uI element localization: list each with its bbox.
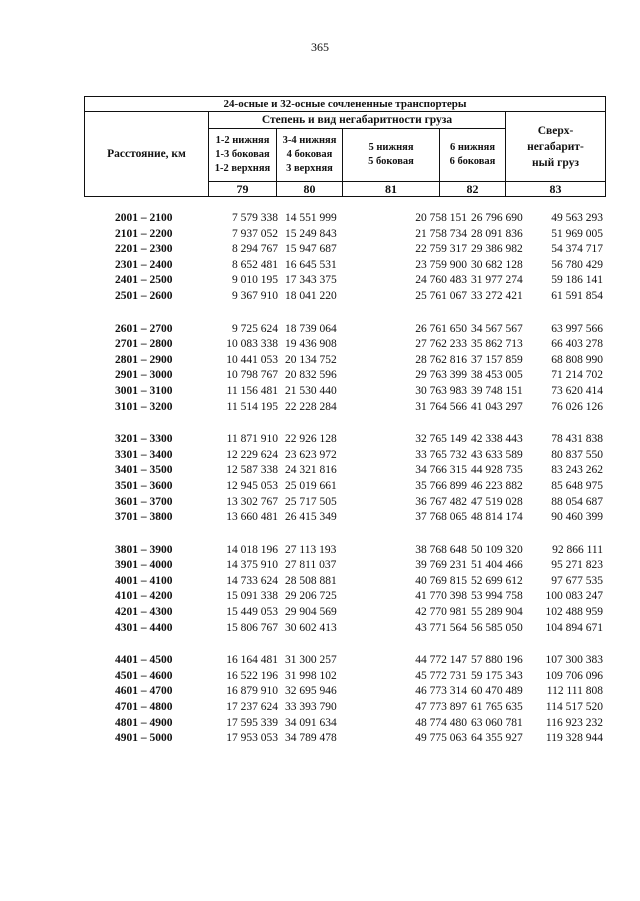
column-number-80: 80 xyxy=(277,182,343,197)
value-col-82: 28 091 836 xyxy=(471,227,523,240)
value-col-79: 7 937 052 xyxy=(232,227,278,240)
value-col-82: 60 470 489 xyxy=(471,685,523,698)
table-row xyxy=(84,323,605,339)
table-row xyxy=(84,212,605,228)
value-col-79: 9 367 910 xyxy=(232,289,278,302)
column-number-81: 81 xyxy=(343,182,440,197)
distance-range: 3001 – 3100 xyxy=(115,384,173,397)
value-col-82: 35 862 713 xyxy=(471,338,523,351)
table-row xyxy=(84,511,605,527)
distance-range: 2801 – 2900 xyxy=(115,353,173,366)
value-col-79: 14 375 910 xyxy=(226,559,278,572)
value-col-79: 9 725 624 xyxy=(232,322,278,335)
column-header-80: 3-4 нижняя 4 боковая 3 верхняя xyxy=(277,129,343,182)
value-col-81: 24 760 483 xyxy=(415,274,467,287)
value-col-82: 33 272 421 xyxy=(471,289,523,302)
value-col-81: 39 769 231 xyxy=(415,559,467,572)
value-col-83: 90 460 399 xyxy=(551,511,603,524)
value-col-81: 49 775 063 xyxy=(415,732,467,745)
distance-range: 4401 – 4500 xyxy=(115,654,173,667)
value-col-80: 25 019 661 xyxy=(285,479,337,492)
table-row xyxy=(84,464,605,480)
value-col-80: 18 739 064 xyxy=(285,322,337,335)
table-row xyxy=(84,654,605,670)
value-col-81: 21 758 734 xyxy=(415,227,467,240)
value-col-83: 49 563 293 xyxy=(551,212,603,224)
table-row xyxy=(84,701,605,717)
column-header-79: 1-2 нижняя 1-3 боковая 1-2 верхняя xyxy=(209,129,277,182)
value-col-80: 18 041 220 xyxy=(285,289,337,302)
distance-range: 3801 – 3900 xyxy=(115,543,173,556)
column-number-79: 79 xyxy=(209,182,277,197)
value-col-82: 43 633 589 xyxy=(471,448,523,461)
table-row xyxy=(84,369,605,385)
value-col-79: 10 798 767 xyxy=(226,369,278,382)
value-col-83: 97 677 535 xyxy=(551,574,603,587)
value-col-83: 116 923 232 xyxy=(545,716,603,729)
value-col-80: 14 551 999 xyxy=(285,212,337,224)
distance-range: 3601 – 3700 xyxy=(115,495,173,508)
value-col-81: 26 761 650 xyxy=(415,322,467,335)
value-col-80: 29 206 725 xyxy=(285,590,337,603)
value-col-80: 33 393 790 xyxy=(285,701,337,714)
value-col-79: 17 237 624 xyxy=(226,701,278,714)
value-col-81: 45 772 731 xyxy=(415,669,467,682)
row-group xyxy=(84,433,605,527)
value-col-81: 27 762 233 xyxy=(415,338,467,351)
value-col-80: 29 904 569 xyxy=(285,606,337,619)
value-col-79: 15 449 053 xyxy=(226,606,278,619)
table-row xyxy=(84,670,605,686)
table-row xyxy=(84,717,605,733)
value-col-82: 63 060 781 xyxy=(471,716,523,729)
distance-range: 2501 – 2600 xyxy=(115,289,173,302)
value-col-82: 50 109 320 xyxy=(471,543,523,556)
distance-range: 2301 – 2400 xyxy=(115,258,173,271)
table-row xyxy=(84,290,605,306)
value-col-83: 83 243 262 xyxy=(551,464,603,477)
value-col-80: 20 134 752 xyxy=(285,353,337,366)
table-row xyxy=(84,559,605,575)
value-col-83: 71 214 702 xyxy=(551,369,603,382)
table-body xyxy=(84,212,605,765)
table-row xyxy=(84,338,605,354)
value-col-81: 20 758 151 xyxy=(415,212,467,224)
value-col-83: 104 894 671 xyxy=(545,621,603,634)
table-row xyxy=(84,732,605,748)
page-number: 365 xyxy=(311,40,329,54)
table-row xyxy=(84,449,605,465)
value-col-79: 12 587 338 xyxy=(226,464,278,477)
value-col-80: 32 695 946 xyxy=(285,685,337,698)
value-col-80: 22 926 128 xyxy=(285,433,337,446)
value-col-83: 112 111 808 xyxy=(546,685,603,698)
value-col-83: 80 837 550 xyxy=(551,448,603,461)
value-col-82: 56 585 050 xyxy=(471,621,523,634)
distance-range: 4901 – 5000 xyxy=(115,732,173,745)
value-col-82: 26 796 690 xyxy=(471,212,523,224)
table-row xyxy=(84,685,605,701)
table-row xyxy=(84,401,605,417)
value-col-82: 55 289 904 xyxy=(471,606,523,619)
value-col-83: 119 328 944 xyxy=(545,732,603,745)
value-col-83: 54 374 717 xyxy=(551,243,603,256)
value-col-79: 11 514 195 xyxy=(226,400,278,413)
value-col-81: 31 764 566 xyxy=(415,400,467,413)
row-group xyxy=(84,544,605,638)
value-col-81: 38 768 648 xyxy=(415,543,467,556)
value-col-82: 61 765 635 xyxy=(471,701,523,714)
value-col-82: 52 699 612 xyxy=(471,574,523,587)
table-row xyxy=(84,354,605,370)
distance-range: 4001 – 4100 xyxy=(115,574,173,587)
distance-range: 3701 – 3800 xyxy=(115,511,173,524)
value-col-79: 16 522 196 xyxy=(226,669,278,682)
value-col-82: 53 994 758 xyxy=(471,590,523,603)
value-col-79: 16 879 910 xyxy=(226,685,278,698)
value-col-80: 21 530 440 xyxy=(285,384,337,397)
value-col-83: 73 620 414 xyxy=(551,384,603,397)
distance-range: 3901 – 4000 xyxy=(115,559,173,572)
value-col-83: 68 808 990 xyxy=(551,353,603,366)
value-col-82: 34 567 567 xyxy=(471,322,523,335)
value-col-80: 15 249 843 xyxy=(285,227,337,240)
distance-range: 2701 – 2800 xyxy=(115,338,173,351)
value-col-79: 9 010 195 xyxy=(232,274,278,287)
value-col-79: 17 953 053 xyxy=(226,732,278,745)
column-header-oversize: Сверх- негабарит- ный груз xyxy=(506,112,606,182)
value-col-80: 22 228 284 xyxy=(285,400,337,413)
value-col-79: 12 945 053 xyxy=(226,479,278,492)
distance-range: 2101 – 2200 xyxy=(115,227,173,240)
distance-range: 3401 – 3500 xyxy=(115,464,173,477)
value-col-79: 13 302 767 xyxy=(226,495,278,508)
table-row xyxy=(84,480,605,496)
value-col-79: 13 660 481 xyxy=(226,511,278,524)
value-col-83: 95 271 823 xyxy=(551,559,603,572)
distance-range: 2201 – 2300 xyxy=(115,243,173,256)
value-col-83: 92 866 111 xyxy=(552,543,603,556)
value-col-83: 61 591 854 xyxy=(551,289,603,302)
value-col-82: 44 928 735 xyxy=(471,464,523,477)
value-col-81: 29 763 399 xyxy=(415,369,467,382)
distance-range: 4601 – 4700 xyxy=(115,685,173,698)
table-row xyxy=(84,544,605,560)
value-col-81: 42 770 981 xyxy=(415,606,467,619)
value-col-81: 40 769 815 xyxy=(415,574,467,587)
value-col-81: 36 767 482 xyxy=(415,495,467,508)
value-col-81: 28 762 816 xyxy=(415,353,467,366)
value-col-82: 30 682 128 xyxy=(471,258,523,271)
value-col-82: 42 338 443 xyxy=(471,433,523,446)
oversize-degree-header: Степень и вид негабаритности груза xyxy=(209,112,506,129)
distance-range: 3201 – 3300 xyxy=(115,433,173,446)
value-col-79: 16 164 481 xyxy=(226,654,278,667)
value-col-80: 30 602 413 xyxy=(285,621,337,634)
value-col-83: 63 997 566 xyxy=(551,322,603,335)
value-col-82: 31 977 274 xyxy=(471,274,523,287)
distance-range: 2001 – 2100 xyxy=(115,212,173,224)
distance-range: 4301 – 4400 xyxy=(115,621,173,634)
value-col-81: 25 761 067 xyxy=(415,289,467,302)
distance-range: 2901 – 3000 xyxy=(115,369,173,382)
distance-range: 4701 – 4800 xyxy=(115,701,173,714)
column-header-82: 6 нижняя 6 боковая xyxy=(440,129,506,182)
value-col-83: 66 403 278 xyxy=(551,338,603,351)
value-col-81: 44 772 147 xyxy=(415,654,467,667)
distance-range: 2601 – 2700 xyxy=(115,322,173,335)
value-col-82: 57 880 196 xyxy=(471,654,523,667)
table-row xyxy=(84,575,605,591)
value-col-79: 11 871 910 xyxy=(226,433,278,446)
table-row xyxy=(84,433,605,449)
value-col-79: 8 652 481 xyxy=(232,258,278,271)
value-col-80: 16 645 531 xyxy=(285,258,337,271)
value-col-80: 17 343 375 xyxy=(285,274,337,287)
row-group xyxy=(84,212,605,306)
value-col-83: 59 186 141 xyxy=(551,274,603,287)
table-row xyxy=(84,606,605,622)
value-col-81: 37 768 065 xyxy=(415,511,467,524)
value-col-79: 10 083 338 xyxy=(226,338,278,351)
value-col-82: 29 386 982 xyxy=(471,243,523,256)
table-row xyxy=(84,496,605,512)
value-col-81: 41 770 398 xyxy=(415,590,467,603)
value-col-79: 8 294 767 xyxy=(232,243,278,256)
distance-range: 2401 – 2500 xyxy=(115,274,173,287)
value-col-81: 47 773 897 xyxy=(415,701,467,714)
value-col-80: 26 415 349 xyxy=(285,511,337,524)
value-col-82: 38 453 005 xyxy=(471,369,523,382)
value-col-83: 107 300 383 xyxy=(545,654,603,667)
table-row xyxy=(84,259,605,275)
value-col-80: 34 091 634 xyxy=(285,716,337,729)
value-col-80: 28 508 881 xyxy=(285,574,337,587)
distance-range: 3501 – 3600 xyxy=(115,479,173,492)
value-col-80: 25 717 505 xyxy=(285,495,337,508)
row-group xyxy=(84,323,605,417)
value-col-83: 85 648 975 xyxy=(551,479,603,492)
value-col-79: 15 806 767 xyxy=(226,621,278,634)
table-title: 24-осные и 32-осные сочлененные транспортеры xyxy=(85,97,606,112)
distance-range: 3101 – 3200 xyxy=(115,400,173,413)
value-col-83: 76 026 126 xyxy=(551,400,603,413)
value-col-81: 34 766 315 xyxy=(415,464,467,477)
value-col-83: 78 431 838 xyxy=(551,433,603,446)
value-col-80: 15 947 687 xyxy=(285,243,337,256)
value-col-81: 46 773 314 xyxy=(415,685,467,698)
value-col-83: 88 054 687 xyxy=(551,495,603,508)
value-col-81: 23 759 900 xyxy=(415,258,467,271)
table-header xyxy=(84,96,606,197)
value-col-79: 7 579 338 xyxy=(232,212,278,224)
value-col-79: 11 156 481 xyxy=(226,384,278,397)
distance-range: 4801 – 4900 xyxy=(115,716,173,729)
value-col-80: 31 300 257 xyxy=(285,654,337,667)
table-row xyxy=(84,590,605,606)
value-col-83: 100 083 247 xyxy=(545,590,603,603)
value-col-79: 17 595 339 xyxy=(226,716,278,729)
distance-range: 3301 – 3400 xyxy=(115,448,173,461)
value-col-79: 15 091 338 xyxy=(226,590,278,603)
value-col-81: 33 765 732 xyxy=(415,448,467,461)
value-col-79: 12 229 624 xyxy=(226,448,278,461)
table-row xyxy=(84,243,605,259)
value-col-80: 20 832 596 xyxy=(285,369,337,382)
value-col-83: 114 517 520 xyxy=(545,701,603,714)
value-col-82: 46 223 882 xyxy=(471,479,523,492)
value-col-80: 23 623 972 xyxy=(285,448,337,461)
value-col-80: 34 789 478 xyxy=(285,732,337,745)
value-col-81: 35 766 899 xyxy=(415,479,467,492)
value-col-79: 14 733 624 xyxy=(226,574,278,587)
column-header-81: 5 нижняя 5 боковая xyxy=(343,129,440,182)
row-group xyxy=(84,654,605,748)
value-col-79: 14 018 196 xyxy=(226,543,278,556)
value-col-83: 51 969 005 xyxy=(551,227,603,240)
value-col-81: 32 765 149 xyxy=(415,433,467,446)
table-row xyxy=(84,385,605,401)
value-col-82: 41 043 297 xyxy=(471,400,523,413)
value-col-82: 59 175 343 xyxy=(471,669,523,682)
value-col-81: 30 763 983 xyxy=(415,384,467,397)
value-col-80: 19 436 908 xyxy=(285,338,337,351)
distance-header: Расстояние, км xyxy=(85,112,209,197)
value-col-80: 31 998 102 xyxy=(285,669,337,682)
table-row xyxy=(84,274,605,290)
value-col-83: 102 488 959 xyxy=(545,606,603,619)
value-col-80: 27 811 037 xyxy=(285,559,337,572)
value-col-82: 51 404 466 xyxy=(471,559,523,572)
value-col-82: 48 814 174 xyxy=(471,511,523,524)
value-col-81: 43 771 564 xyxy=(415,621,467,634)
distance-range: 4101 – 4200 xyxy=(115,590,173,603)
value-col-82: 47 519 028 xyxy=(471,495,523,508)
value-col-80: 27 113 193 xyxy=(285,543,337,556)
column-number-83: 83 xyxy=(506,182,606,197)
table-row xyxy=(84,622,605,638)
distance-range: 4201 – 4300 xyxy=(115,606,173,619)
value-col-83: 109 706 096 xyxy=(545,669,603,682)
column-number-82: 82 xyxy=(440,182,506,197)
value-col-79: 10 441 053 xyxy=(226,353,278,366)
value-col-80: 24 321 816 xyxy=(285,464,337,477)
table-row xyxy=(84,228,605,244)
value-col-83: 56 780 429 xyxy=(551,258,603,271)
distance-range: 4501 – 4600 xyxy=(115,669,173,682)
value-col-82: 39 748 151 xyxy=(471,384,523,397)
value-col-81: 22 759 317 xyxy=(415,243,467,256)
value-col-82: 64 355 927 xyxy=(471,732,523,745)
value-col-81: 48 774 480 xyxy=(415,716,467,729)
value-col-82: 37 157 859 xyxy=(471,353,523,366)
